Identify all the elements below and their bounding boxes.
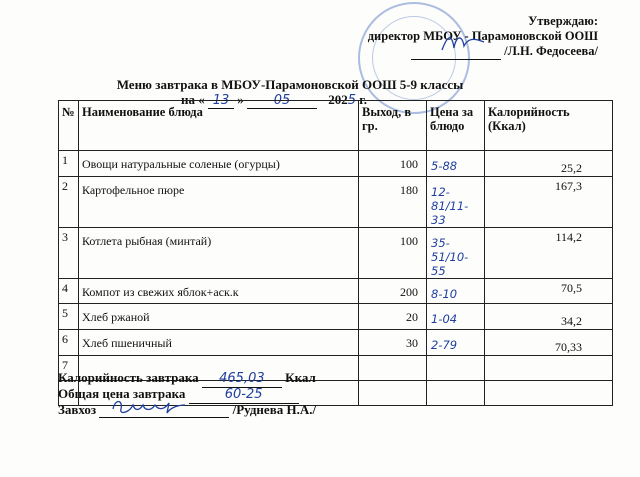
row-yield [359, 356, 427, 381]
row-kcal: 167,3 [485, 177, 613, 228]
row-yield: 20 [359, 304, 427, 330]
row-yield: 180 [359, 177, 427, 228]
row-name: Картофельное пюре [79, 177, 359, 228]
director-signature [438, 30, 488, 56]
date-year-suffix: г. [359, 92, 367, 107]
row-name: Хлеб ржаной [79, 304, 359, 330]
title-line: Меню завтрака в МБОУ-Парамоновской ООШ 5-9 классы [116, 77, 464, 92]
menu-table [58, 100, 613, 406]
row-price: 2-79 [427, 330, 485, 356]
row-name: Компот из свежих яблок+аск.к [79, 279, 359, 304]
row-kcal: 34,2 [485, 304, 613, 330]
date-prefix: на « [181, 92, 205, 107]
row-kcal: 70,5 [485, 279, 613, 304]
date-month: 05 [247, 93, 317, 109]
summary-kcal-row [58, 370, 316, 386]
summary-manager-label: Завхоз [58, 402, 97, 417]
header-kcal: Калорийность (Ккал) [485, 101, 613, 151]
summary-block [58, 370, 316, 418]
row-kcal: 25,2 [485, 151, 613, 177]
date-mid: » [237, 92, 244, 107]
row-num: 2 [59, 177, 79, 228]
header-yield: Выход, в гр. [359, 101, 427, 151]
header-num: № [59, 101, 79, 151]
row-price: 12-81/11-33 [427, 177, 485, 228]
row-price: 5-88 [427, 151, 485, 177]
row-num: 3 [59, 228, 79, 279]
row-yield: 200 [359, 279, 427, 304]
table-row [59, 151, 613, 177]
row-price [427, 356, 485, 381]
manager-signature [99, 403, 229, 418]
date-year-prefix: 202 [328, 92, 348, 107]
row-name: Хлеб пшеничный [79, 330, 359, 356]
table-header-row [59, 101, 613, 151]
summary-price-label: Общая цена завтрака [58, 386, 186, 401]
summary-kcal-label: Калорийность завтрака [58, 370, 199, 385]
table-row [59, 177, 613, 228]
row-kcal: 114,2 [485, 228, 613, 279]
summary-manager-row [58, 402, 316, 418]
header-price: Цена за блюдо [427, 101, 485, 151]
table-row [59, 279, 613, 304]
row-price [427, 381, 485, 406]
table-row [59, 330, 613, 356]
summary-manager-name: /Руднева Н.А./ [232, 402, 317, 417]
row-price: 35-51/10-55 [427, 228, 485, 279]
row-price: 8-10 [427, 279, 485, 304]
row-kcal [485, 356, 613, 381]
header-name: Наименование блюда [79, 101, 359, 151]
row-num: 6 [59, 330, 79, 356]
summary-kcal-value: 465,03 [202, 371, 282, 388]
summary-price-value: 60-25 [189, 387, 299, 404]
summary-kcal-unit: Ккал [285, 370, 316, 385]
row-name: Овощи натуральные соленые (огурцы) [79, 151, 359, 177]
row-yield: 30 [359, 330, 427, 356]
date-day: 13 [208, 93, 234, 109]
row-num: 1 [59, 151, 79, 177]
row-kcal [485, 381, 613, 406]
row-yield: 100 [359, 228, 427, 279]
row-yield: 100 [359, 151, 427, 177]
row-name: Котлета рыбная (минтай) [79, 228, 359, 279]
date-year-digit: 5 [347, 93, 357, 108]
row-yield [359, 381, 427, 406]
table-row [59, 304, 613, 330]
approval-name: /Л.Н. Федосеева/ [504, 44, 598, 58]
manager-signature-mark [109, 395, 189, 417]
row-price: 1-04 [427, 304, 485, 330]
row-kcal: 70,33 [485, 330, 613, 356]
row-num: 5 [59, 304, 79, 330]
approval-heading: Утверждаю: [528, 14, 598, 28]
approval-position: директор МБОУ - Парамоновской ООШ [367, 29, 598, 43]
row-num: 4 [59, 279, 79, 304]
row-num: 7 [59, 356, 79, 381]
table-row [59, 228, 613, 279]
